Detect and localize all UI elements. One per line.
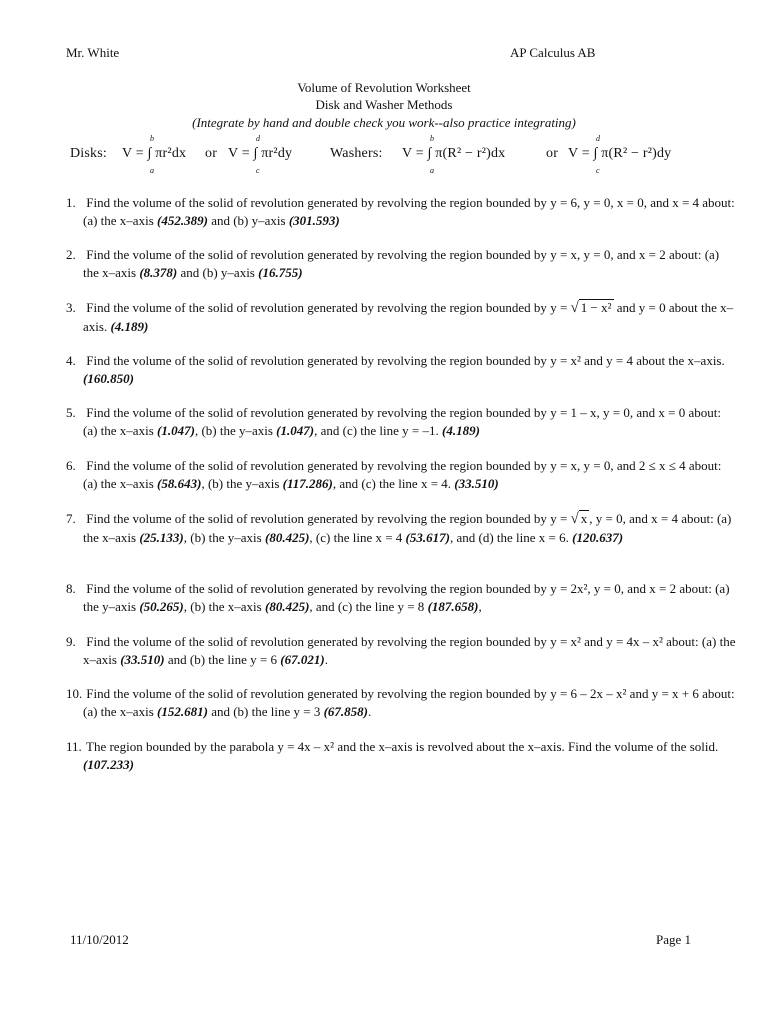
problem-text: y = 6 – 2x – x²	[550, 686, 627, 701]
problem-number: 3.	[66, 300, 76, 315]
limit-upper: d	[596, 134, 601, 143]
washer-formula-y: V = ∫ π(R² − r²)dy	[568, 146, 672, 161]
problem-number: 1.	[66, 195, 76, 210]
problem-number: 5.	[66, 405, 76, 420]
answer: (67.858)	[323, 703, 368, 719]
problem-text: and x = 2 about: (a) the y–axis	[83, 581, 730, 614]
answer: (33.510)	[120, 651, 165, 667]
answer: (4.189)	[442, 422, 480, 438]
problem-text: Find the volume of the solid of revolution generated by revolving the region bounded by	[86, 300, 547, 315]
worksheet-instructions: (Integrate by hand and double check you work--also practice integrating)	[192, 115, 576, 130]
problem-text: and (b) y–axis	[211, 212, 286, 228]
problem-number: 9.	[66, 634, 76, 649]
footer-page-number: Page 1	[656, 932, 692, 947]
problem-10	[66, 685, 738, 720]
limit-lower: c	[596, 166, 600, 175]
problem-text: and x = 4 about: (a) the x–axis	[83, 511, 732, 545]
problem-text: Find the volume of the solid of revolution generated by revolving the region bounded by	[86, 634, 547, 649]
problem-text: y = 1 – x, y = 0,	[550, 405, 634, 420]
disk-formula-x: V = ∫ πr²dx	[122, 146, 187, 161]
problem-number: 6.	[66, 458, 76, 473]
answer: (80.425)	[264, 529, 310, 545]
problem-text: x = 2 about: (a) the x–axis	[83, 247, 720, 280]
answer: (120.637)	[572, 529, 624, 545]
problem-text: line x = 6.	[516, 529, 569, 545]
problem-number: 11.	[66, 739, 82, 754]
problem-text: , and (c) the line x = 4.	[332, 475, 452, 491]
problem-text: y = x, y = 0, and	[550, 458, 636, 473]
problem-8	[66, 580, 738, 615]
radicand: x	[580, 511, 588, 526]
problem-text: Find the volume of the solid of revolution generated by revolving the region bounded by	[86, 247, 547, 262]
limit-lower: a	[430, 166, 435, 175]
washer-formula-x: V = ∫ π(R² − r²)dx	[402, 146, 506, 161]
answer: (187.658)	[427, 598, 479, 614]
problem-5	[66, 404, 738, 439]
problem-4	[66, 352, 738, 387]
problem-text: 2 ≤ x ≤ 4 about: (a) the x–axis	[83, 458, 722, 491]
problem-text: y = 6, y = 0, x =	[550, 195, 634, 210]
answer: (80.425)	[264, 598, 310, 614]
problem-text: y = 2x², y = 0,	[550, 581, 624, 596]
worksheet-subtitle: Disk and Washer Methods	[315, 97, 453, 112]
limit-upper: b	[150, 134, 155, 143]
problem-text: Find the volume of the solid of revolution generated by revolving the region bounded by	[86, 511, 547, 526]
radicand: 1 − x²	[580, 300, 612, 315]
problem-number: 2.	[66, 247, 76, 262]
problem-text: y = 4x – x² about: (a) the x–axis	[83, 634, 736, 667]
answer: (301.593)	[288, 212, 340, 228]
worksheet-title: Volume of Revolution Worksheet	[297, 80, 471, 95]
problem-text: , (b) the y–axis	[201, 475, 280, 491]
problem-9	[66, 633, 738, 668]
course-name: AP Calculus AB	[510, 45, 596, 60]
problem-text: , and (c) the line y = –1.	[314, 422, 439, 438]
answer: (160.850)	[83, 370, 134, 386]
sqrt-symbol: √	[570, 511, 579, 527]
problem-text: .	[324, 651, 328, 667]
answer: (1.047)	[276, 422, 315, 438]
problem-text: and	[616, 300, 636, 315]
problem-text: , (b) the x–axis	[183, 598, 262, 614]
limit-lower: a	[150, 166, 155, 175]
limit-upper: b	[430, 134, 435, 143]
problem-number: 4.	[66, 353, 76, 368]
answer: (50.265)	[139, 598, 184, 614]
problem-text: about the x–axis.	[636, 353, 725, 368]
problem-text: y = x² and	[550, 634, 603, 649]
problem-text: 0, and x = 4 about: (a) the x–axis	[83, 195, 735, 228]
answer: (117.286)	[282, 475, 333, 491]
problem-2	[66, 246, 738, 281]
problem-number: 7.	[66, 511, 76, 526]
answer: (16.755)	[258, 264, 303, 280]
problem-text: , (b) the y–axis	[183, 529, 262, 545]
problem-11	[66, 738, 738, 773]
problem-text: y = x² and y = 4	[550, 353, 634, 368]
problem-text: , (b) the y–axis	[194, 422, 273, 438]
footer-date: 11/10/2012	[70, 932, 129, 947]
answer: (1.047)	[157, 422, 195, 438]
limit-lower: c	[256, 166, 260, 175]
problem-7	[66, 510, 738, 546]
problem-1	[66, 194, 738, 229]
problem-text: and (b) the line y = 6	[167, 651, 278, 667]
problem-text: , (c) the line x = 4	[309, 529, 403, 545]
problem-text: and x = 0 about: (a) the x–axis	[83, 405, 721, 438]
problem-text: .	[368, 703, 372, 719]
answer: (8.378)	[139, 264, 178, 280]
problem-text: and (b) the line y = 3	[211, 703, 321, 719]
problem-text: The region bounded by the parabola y = 4x – x² and the x–axis is revolved about the x–axis. Find the	[86, 739, 611, 754]
answer: (452.389)	[157, 212, 208, 228]
limit-upper: d	[256, 134, 261, 143]
problem-text: volume of the solid.	[614, 739, 719, 754]
problem-text: y = 0 about the x–axis.	[83, 300, 734, 334]
answer: (53.617)	[405, 529, 450, 545]
problem-3	[66, 299, 738, 335]
problem-text: ,	[478, 598, 482, 614]
problem-text: Find the volume of the solid of revolution generated by revolving the region bounded by	[86, 353, 547, 368]
disks-label: Disks:	[70, 146, 107, 161]
author-name: Mr. White	[66, 45, 120, 60]
or-text: or	[546, 146, 559, 161]
answer: (107.233)	[83, 756, 134, 772]
problem-text: , and (c) the line y = 8	[309, 598, 425, 614]
answer: (4.189)	[110, 318, 149, 334]
problem-text: Find the volume of the solid of revolution generated by revolving the region bounded by	[86, 405, 547, 420]
problem-text: , and (d) the	[449, 529, 513, 545]
answer: (58.643)	[157, 475, 202, 491]
or-text: or	[205, 146, 218, 161]
answer: (67.021)	[280, 651, 325, 667]
disk-formula-y: V = ∫ πr²dy	[228, 146, 293, 161]
problem-text: Find the volume of the solid of revolution generated by revolving the region bounded by	[86, 581, 547, 596]
problem-text: y =	[550, 511, 568, 526]
formulas-row	[70, 134, 730, 178]
answer: (33.510)	[454, 475, 499, 491]
answer: (152.681)	[157, 703, 208, 719]
problem-text: Find the volume of the solid of revolution generated by revolving the region bounded by	[86, 686, 547, 701]
problem-number: 8.	[66, 581, 76, 596]
sqrt-symbol: √	[570, 300, 579, 316]
problem-text: Find the volume of the solid of revolution generated by revolving the region bounded by	[86, 458, 547, 473]
problem-text: and (b) y–axis	[180, 264, 255, 280]
problem-text: , y = 0,	[589, 511, 626, 526]
problem-text: and y = x + 6 about: (a) the x–axis	[83, 686, 735, 719]
problem-text: y =	[550, 300, 568, 315]
problem-text: y = x, y = 0, and	[550, 247, 636, 262]
problem-number: 10.	[66, 686, 83, 701]
answer: (25.133)	[139, 529, 184, 545]
problem-text: Find the volume of the solid of revolution generated by revolving the region bounded by	[86, 195, 547, 210]
washers-label: Washers:	[330, 146, 383, 161]
problem-6	[66, 457, 738, 492]
